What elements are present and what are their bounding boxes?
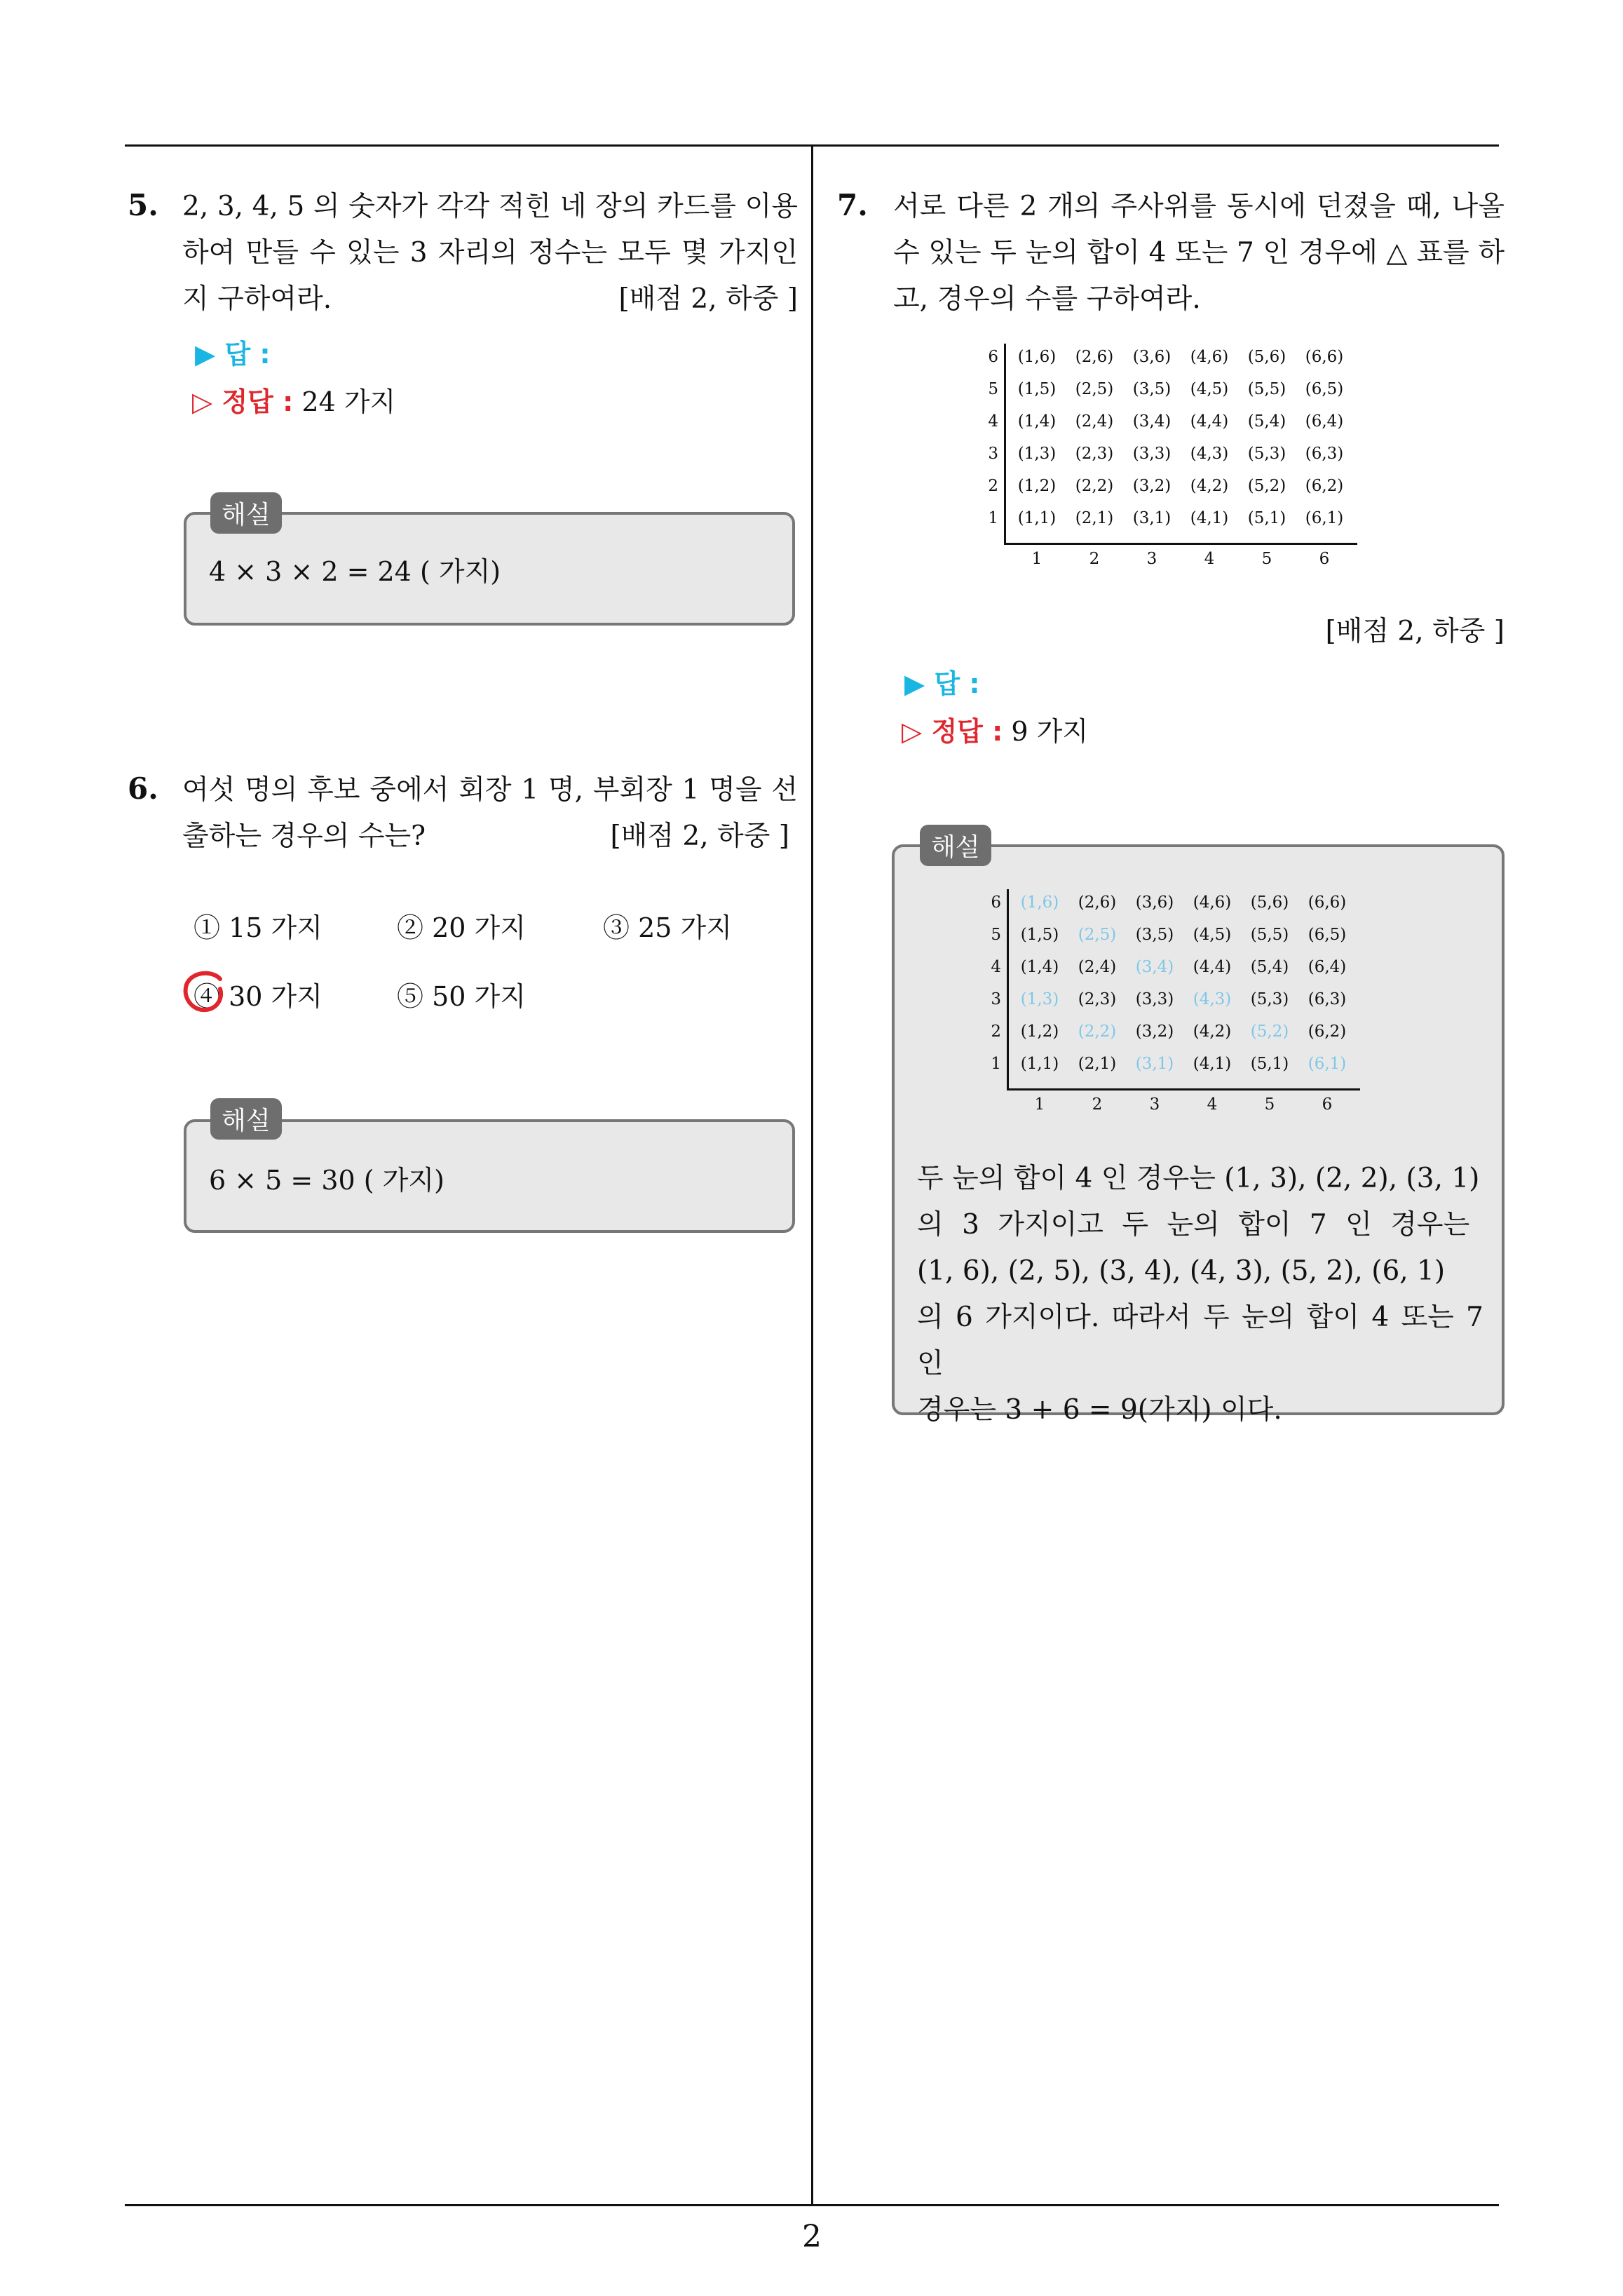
grid-col-label: 5 bbox=[1264, 1095, 1275, 1114]
q5-meta: [배점 2, 하중 ] bbox=[618, 283, 798, 315]
grid-cell: (2,2) bbox=[1078, 1022, 1117, 1041]
q6-text: 여섯 명의 후보 중에서 회장 1 명, 부회장 1 명을 선출하는 경우의 수는? bbox=[182, 774, 798, 852]
grid-cell: (2,5) bbox=[1078, 926, 1117, 944]
grid-cell: (2,4) bbox=[1078, 958, 1117, 976]
grid-cell: (2,6) bbox=[1078, 893, 1117, 912]
q6-choice-2[interactable]: ② 20 가지 bbox=[397, 912, 526, 943]
grid-cell: (1,6) bbox=[1017, 348, 1057, 366]
q7-explanation-grid bbox=[987, 893, 1408, 1125]
grid-cell: (1,2) bbox=[1020, 1022, 1059, 1041]
grid-cell: (1,4) bbox=[1020, 958, 1059, 976]
grid-cell: (6,3) bbox=[1305, 445, 1344, 463]
grid-row-label: 1 bbox=[991, 1055, 1001, 1073]
grid-cell: (4,1) bbox=[1193, 1055, 1232, 1073]
grid-cell: (3,2) bbox=[1135, 1022, 1174, 1041]
grid-row-label: 3 bbox=[988, 445, 998, 463]
grid-cell: (1,5) bbox=[1020, 926, 1059, 944]
q5-number: 5. bbox=[128, 188, 158, 222]
selected-answer-circle-icon bbox=[179, 966, 230, 1017]
grid-cell: (4,5) bbox=[1190, 380, 1229, 398]
grid-cell: (3,5) bbox=[1135, 926, 1174, 944]
page-number: 2 bbox=[802, 2219, 822, 2255]
grid-cell: (6,5) bbox=[1305, 380, 1344, 398]
grid-cell: (5,5) bbox=[1247, 380, 1286, 398]
grid-cell: (5,2) bbox=[1247, 477, 1286, 495]
grid-cell: (5,5) bbox=[1250, 926, 1289, 944]
grid-cell: (5,6) bbox=[1250, 893, 1289, 912]
grid-cell: (5,4) bbox=[1250, 958, 1289, 976]
q7-answer-label: ▶ 답 : bbox=[904, 668, 980, 699]
q6-choice-4[interactable]: ④ 30 가지 bbox=[193, 981, 322, 1012]
grid-cell: (5,1) bbox=[1250, 1055, 1289, 1073]
grid-col-label: 2 bbox=[1092, 1095, 1103, 1114]
grid-cell: (1,3) bbox=[1020, 990, 1059, 1008]
grid-cell: (1,1) bbox=[1017, 509, 1057, 527]
grid-x-axis bbox=[1004, 543, 1357, 545]
grid-col-label: 6 bbox=[1322, 1095, 1333, 1114]
grid-cell: (1,3) bbox=[1017, 445, 1057, 463]
grid-col-label: 3 bbox=[1149, 1095, 1160, 1114]
grid-cell: (6,1) bbox=[1308, 1055, 1347, 1073]
bottom-rule bbox=[125, 2204, 1499, 2206]
q5-text: 2, 3, 4, 5 의 숫자가 각각 적힌 네 장의 카드를 이용하여 만들 수 있는 3 자리의 정수는 모두 몇 가지인지 구하여라. bbox=[182, 191, 798, 315]
grid-row-label: 4 bbox=[988, 412, 998, 431]
q7-explanation-box bbox=[892, 844, 1505, 1426]
grid-x-axis bbox=[1007, 1088, 1360, 1090]
grid-cell: (1,4) bbox=[1017, 412, 1057, 431]
grid-cell: (2,5) bbox=[1075, 380, 1114, 398]
grid-cell: (2,3) bbox=[1075, 445, 1114, 463]
grid-cell: (3,4) bbox=[1135, 958, 1174, 976]
grid-col-label: 1 bbox=[1031, 550, 1043, 568]
grid-col-label: 4 bbox=[1204, 550, 1215, 568]
grid-y-axis bbox=[1007, 889, 1009, 1088]
grid-cell: (4,6) bbox=[1193, 893, 1232, 912]
grid-cell: (4,4) bbox=[1193, 958, 1232, 976]
q7-correct-line bbox=[902, 710, 1088, 748]
grid-cell: (4,3) bbox=[1190, 445, 1229, 463]
q7-number: 7. bbox=[837, 188, 868, 222]
grid-cell: (5,3) bbox=[1247, 445, 1286, 463]
grid-cell: (1,5) bbox=[1017, 380, 1057, 398]
q7-explanation-line-3: (1, 6), (2, 5), (3, 4), (4, 3), (5, 2), (6, 1) bbox=[917, 1255, 1446, 1287]
grid-cell: (4,2) bbox=[1193, 1022, 1232, 1041]
q7-explanation-line-2: 의 3 가지이고 두 눈의 합이 7 인 경우는 bbox=[917, 1209, 1470, 1241]
grid-cell: (6,6) bbox=[1308, 893, 1347, 912]
grid-cell: (5,3) bbox=[1250, 990, 1289, 1008]
grid-cell: (1,1) bbox=[1020, 1055, 1059, 1073]
grid-cell: (5,2) bbox=[1250, 1022, 1289, 1041]
grid-cell: (6,1) bbox=[1305, 509, 1344, 527]
grid-row-label: 5 bbox=[988, 380, 998, 398]
q7-explanation-text bbox=[917, 1156, 1483, 1433]
grid-cell: (6,4) bbox=[1308, 958, 1347, 976]
grid-cell: (4,5) bbox=[1193, 926, 1232, 944]
grid-cell: (1,2) bbox=[1017, 477, 1057, 495]
grid-cell: (4,2) bbox=[1190, 477, 1229, 495]
q5-explanation-text: 4 × 3 × 2 = 24 ( 가지) bbox=[209, 556, 501, 587]
grid-cell: (3,5) bbox=[1132, 380, 1172, 398]
grid-cell: (5,6) bbox=[1247, 348, 1286, 366]
q6-choice-3[interactable]: ③ 25 가지 bbox=[603, 912, 732, 943]
grid-row-label: 3 bbox=[991, 990, 1001, 1008]
grid-row-label: 6 bbox=[991, 893, 1001, 912]
q6-choice-5[interactable]: ⑤ 50 가지 bbox=[397, 981, 526, 1012]
grid-cell: (6,4) bbox=[1305, 412, 1344, 431]
grid-cell: (3,6) bbox=[1132, 348, 1172, 366]
grid-cell: (3,6) bbox=[1135, 893, 1174, 912]
grid-cell: (2,1) bbox=[1075, 509, 1114, 527]
grid-cell: (4,3) bbox=[1193, 990, 1232, 1008]
q7-meta: [배점 2, 하중 ] bbox=[1325, 616, 1505, 647]
grid-cell: (6,5) bbox=[1308, 926, 1347, 944]
grid-cell: (4,6) bbox=[1190, 348, 1229, 366]
q6-explanation-tag: 해설 bbox=[210, 1098, 282, 1140]
q7-correct-value: 9 가지 bbox=[1011, 716, 1089, 747]
q7-text: 서로 다른 2 개의 주사위를 동시에 던졌을 때, 나올 수 있는 두 눈의 합이 4 또는 7 인 경우에 △ 표를 하고, 경우의 수를 구하여라. bbox=[893, 191, 1505, 315]
grid-row-label: 5 bbox=[991, 926, 1001, 944]
grid-cell: (3,1) bbox=[1135, 1055, 1174, 1073]
q7-answer-line bbox=[904, 662, 980, 701]
q6-number: 6. bbox=[128, 771, 158, 806]
q7-explanation-tag: 해설 bbox=[920, 825, 991, 866]
grid-cell: (5,4) bbox=[1247, 412, 1286, 431]
q7-correct-label: ▷ 정답 : bbox=[902, 716, 1003, 747]
grid-col-label: 3 bbox=[1146, 550, 1157, 568]
q6-explanation-text: 6 × 5 = 30 ( 가지) bbox=[209, 1165, 444, 1196]
grid-cell: (3,1) bbox=[1132, 509, 1172, 527]
grid-cell: (2,4) bbox=[1075, 412, 1114, 431]
q7-explanation-line-4: 의 6 가지이다. 따라서 두 눈의 합이 4 또는 7 인 bbox=[917, 1302, 1483, 1379]
grid-cell: (3,3) bbox=[1135, 990, 1174, 1008]
grid-row-label: 4 bbox=[991, 958, 1001, 976]
grid-cell: (6,6) bbox=[1305, 348, 1344, 366]
column-divider bbox=[811, 144, 813, 2206]
grid-cell: (4,4) bbox=[1190, 412, 1229, 431]
q7-question bbox=[893, 184, 1505, 323]
grid-cell: (3,2) bbox=[1132, 477, 1172, 495]
grid-cell: (1,6) bbox=[1020, 893, 1059, 912]
grid-col-label: 5 bbox=[1261, 550, 1272, 568]
grid-row-label: 2 bbox=[991, 1022, 1001, 1041]
grid-cell: (2,2) bbox=[1075, 477, 1114, 495]
q5-correct-value: 24 가지 bbox=[301, 386, 396, 417]
q5-correct-line bbox=[192, 380, 395, 419]
q6-meta: [배점 2, 하중 ] bbox=[610, 821, 789, 852]
grid-cell: (2,6) bbox=[1075, 348, 1114, 366]
grid-row-label: 6 bbox=[988, 348, 998, 366]
grid-cell: (2,3) bbox=[1078, 990, 1117, 1008]
grid-row-label: 1 bbox=[988, 509, 998, 527]
grid-cell: (2,1) bbox=[1078, 1055, 1117, 1073]
grid-cell: (5,1) bbox=[1247, 509, 1286, 527]
q7-dice-grid bbox=[984, 348, 1405, 579]
q5-answer-line bbox=[195, 332, 271, 371]
grid-cell: (6,2) bbox=[1308, 1022, 1347, 1041]
grid-col-label: 6 bbox=[1319, 550, 1330, 568]
grid-cell: (3,4) bbox=[1132, 412, 1172, 431]
q5-correct-label: ▷ 정답 : bbox=[192, 386, 294, 417]
q5-explanation-tag: 해설 bbox=[210, 492, 282, 534]
q5-answer-label: ▶ 답 : bbox=[195, 339, 271, 370]
q7-explanation-line-1: 두 눈의 합이 4 인 경우는 (1, 3), (2, 2), (3, 1) bbox=[917, 1163, 1480, 1194]
grid-y-axis bbox=[1004, 344, 1006, 543]
grid-cell: (4,1) bbox=[1190, 509, 1229, 527]
q6-choice-1[interactable]: ① 15 가지 bbox=[193, 912, 322, 943]
grid-col-label: 2 bbox=[1089, 550, 1100, 568]
grid-col-label: 4 bbox=[1207, 1095, 1218, 1114]
q7-explanation-line-5: 경우는 3 + 6 = 9(가지) 이다. bbox=[917, 1394, 1282, 1426]
grid-row-label: 2 bbox=[988, 477, 998, 495]
grid-cell: (6,3) bbox=[1308, 990, 1347, 1008]
grid-cell: (3,3) bbox=[1132, 445, 1172, 463]
grid-cell: (6,2) bbox=[1305, 477, 1344, 495]
grid-col-label: 1 bbox=[1034, 1095, 1045, 1114]
